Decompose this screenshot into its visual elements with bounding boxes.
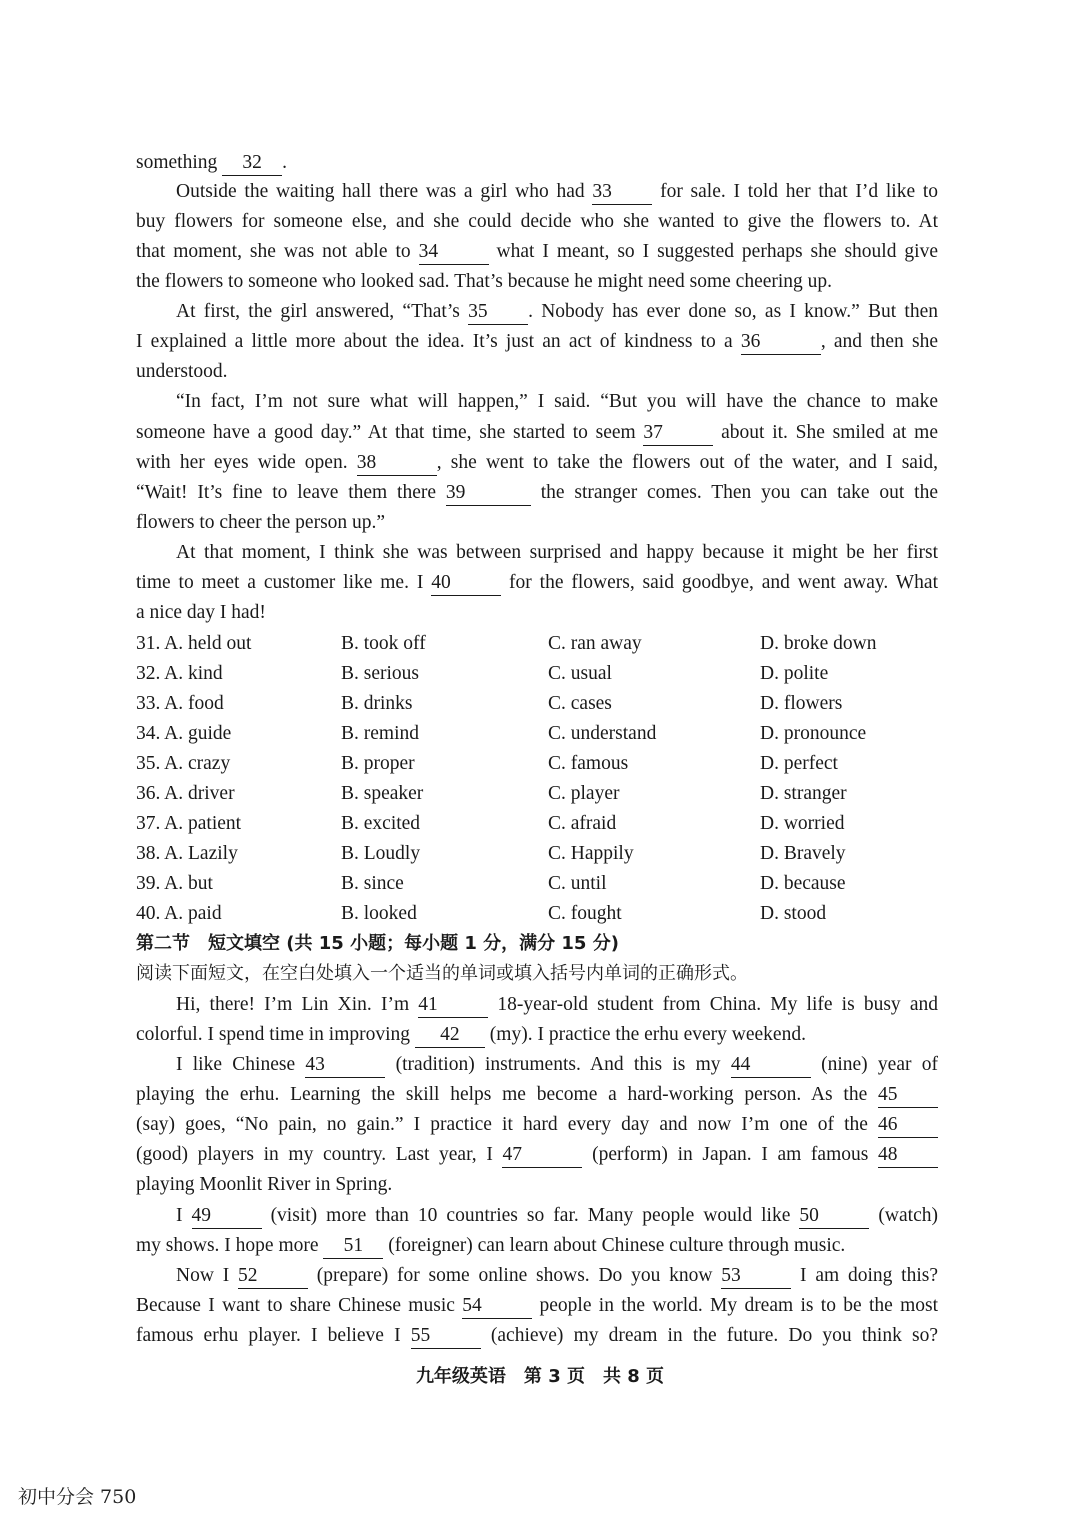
passage1-line: “Wait! It’s fine to leave them there 39 the stranger comes. Then you can take out the — [136, 478, 938, 508]
passage1-line: At that moment, I think she was between surprised and happy because it might be her first — [176, 542, 938, 563]
passage2-line: Now I 52 (prepare) for some online shows. Do you know 53 I am doing this? — [176, 1261, 938, 1291]
option-d: D. stood — [760, 903, 827, 924]
option-row — [136, 659, 938, 689]
passage2-line: (say) goes, “No pain, no gain.” I practice it hard every day and now I’m one of the 46 — [136, 1110, 938, 1140]
passage2-line: I 49 (visit) more than 10 countries so far. Many people would like 50 (watch) — [176, 1201, 938, 1231]
option-d: D. perfect — [760, 753, 838, 774]
blank-55: 55 — [411, 1325, 481, 1349]
option-d: D. polite — [760, 663, 829, 684]
passage2-line: Because I want to share Chinese music 54 people in the world. My dream is to be the most — [136, 1291, 938, 1321]
option-b: B. proper — [341, 753, 415, 774]
option-row — [136, 779, 938, 809]
passage1-line: “In fact, I’m not sure what will happen,” I said. “But you will have the chance to make — [176, 391, 938, 412]
passage1-line: the flowers to someone who looked sad. That’s because he might need some cheering up. — [136, 271, 833, 292]
option-a: 39. A. but — [136, 873, 213, 894]
blank-34: 34 — [419, 241, 489, 265]
passage1-line: that moment, she was not able to 34 what I meant, so I suggested perhaps she should give — [136, 237, 938, 267]
option-d: D. stranger — [760, 783, 847, 804]
blank-49: 49 — [192, 1205, 262, 1229]
blank-47: 47 — [502, 1144, 582, 1168]
option-d: D. pronounce — [760, 723, 867, 744]
option-row — [136, 839, 938, 869]
option-c: C. ran away — [548, 633, 642, 654]
option-d: D. because — [760, 873, 846, 894]
option-row — [136, 809, 938, 839]
option-c: C. usual — [548, 663, 612, 684]
option-d: D. Bravely — [760, 843, 846, 864]
passage2-line: I like Chinese 43 (tradition) instruments. And this is my 44 (nine) year of — [176, 1050, 938, 1080]
option-c: C. cases — [548, 693, 612, 714]
blank-53: 53 — [721, 1265, 791, 1289]
option-a: 33. A. food — [136, 693, 224, 714]
option-c: C. understand — [548, 723, 657, 744]
option-b: B. Loudly — [341, 843, 421, 864]
option-c: C. Happily — [548, 843, 634, 864]
passage1-line: flowers to cheer the person up.” — [136, 512, 386, 533]
blank-43: 43 — [305, 1054, 385, 1078]
option-c: C. fought — [548, 903, 622, 924]
watermark-label: 初中分会 750 — [18, 1486, 137, 1508]
passage2-line: colorful. I spend time in improving 42 (my). I practice the erhu every weekend. — [136, 1020, 938, 1050]
option-a: 40. A. paid — [136, 903, 222, 924]
blank-41: 41 — [418, 994, 488, 1018]
option-b: B. excited — [341, 813, 421, 834]
option-d: D. broke down — [760, 633, 877, 654]
option-row — [136, 749, 938, 779]
option-row — [136, 689, 938, 719]
passage1-line: someone have a good day.” At that time, she started to seem 37 about it. She smiled at me — [136, 418, 938, 448]
blank-51: 51 — [323, 1235, 383, 1259]
option-a: 37. A. patient — [136, 813, 242, 834]
option-b: B. since — [341, 873, 404, 894]
option-c: C. famous — [548, 753, 629, 774]
blank-54: 54 — [462, 1295, 532, 1319]
option-b: B. serious — [341, 663, 419, 684]
blank-46: 46 — [878, 1114, 938, 1138]
passage1-line: I explained a little more about the idea. It’s just an act of kindness to a 36 , and then she — [136, 327, 938, 357]
blank-44: 44 — [731, 1054, 811, 1078]
blank-50: 50 — [799, 1205, 869, 1229]
section-instruction: 阅读下面短文，在空白处填入一个适当的单词或填入括号内单词的正确形式。 — [136, 963, 748, 984]
blank-39: 39 — [446, 482, 531, 506]
option-row — [136, 629, 938, 659]
option-a: 38. A. Lazily — [136, 843, 238, 864]
option-b: B. remind — [341, 723, 419, 744]
passage1-line: a nice day I had! — [136, 602, 266, 623]
passage1-line: buy flowers for someone else, and she could decide who she wanted to give the flowers to. At — [136, 211, 938, 232]
passage1-line: At first, the girl answered, “That’s 35 . Nobody has ever done so, as I know.” But then — [176, 297, 938, 327]
blank-48: 48 — [878, 1144, 938, 1168]
option-a: 34. A. guide — [136, 723, 232, 744]
option-a: 31. A. held out — [136, 633, 252, 654]
passage2-line: Hi, there! I’m Lin Xin. I’m 41 18-year-old student from China. My life is busy and — [176, 990, 938, 1020]
blank-42: 42 — [415, 1024, 485, 1048]
option-d: D. flowers — [760, 693, 843, 714]
passage2-line: famous erhu player. I believe I 55 (achieve) my dream in the future. Do you think so? — [136, 1321, 938, 1351]
passage2-line: playing the erhu. Learning the skill helps me become a hard-working person. As the 45 — [136, 1080, 938, 1110]
option-c: C. player — [548, 783, 620, 804]
option-b: B. took off — [341, 633, 426, 654]
blank-37: 37 — [643, 422, 713, 446]
option-b: B. looked — [341, 903, 417, 924]
page-footer: 九年级英语 第 3 页 共 8 页 — [415, 1366, 665, 1387]
blank-35: 35 — [468, 301, 528, 325]
option-row — [136, 869, 938, 899]
passage2-line: my shows. I hope more 51 (foreigner) can learn about Chinese culture through music. — [136, 1231, 938, 1261]
blank-32: 32 — [222, 152, 282, 176]
passage1-line: time to meet a customer like me. I 40 for the flowers, said goodbye, and went away. What — [136, 568, 938, 598]
passage1-line: something 32 . — [136, 148, 938, 178]
section-heading: 第二节 短文填空 (共 15 小题；每小题 1 分，满分 15 分) — [136, 933, 619, 954]
passage1-line: Outside the waiting hall there was a girl who had 33 for sale. I told her that I’d like to — [176, 177, 938, 207]
option-row — [136, 719, 938, 749]
passage2-line: playing Moonlit River in Spring. — [136, 1174, 393, 1195]
blank-36: 36 — [741, 331, 821, 355]
blank-33: 33 — [592, 181, 652, 205]
passage1-line: understood. — [136, 361, 228, 382]
blank-45: 45 — [878, 1084, 938, 1108]
option-c: C. until — [548, 873, 607, 894]
option-b: B. speaker — [341, 783, 424, 804]
option-b: B. drinks — [341, 693, 413, 714]
passage2-line: (good) players in my country. Last year, I 47 (perform) in Japan. I am famous 48 — [136, 1140, 938, 1170]
option-row — [136, 899, 938, 929]
option-a: 32. A. kind — [136, 663, 223, 684]
blank-38: 38 — [357, 452, 437, 476]
option-d: D. worried — [760, 813, 845, 834]
option-c: C. afraid — [548, 813, 617, 834]
blank-40: 40 — [431, 572, 501, 596]
option-a: 36. A. driver — [136, 783, 235, 804]
blank-52: 52 — [238, 1265, 308, 1289]
passage1-line: with her eyes wide open. 38 , she went to take the flowers out of the water, and I said, — [136, 448, 938, 478]
option-a: 35. A. crazy — [136, 753, 231, 774]
